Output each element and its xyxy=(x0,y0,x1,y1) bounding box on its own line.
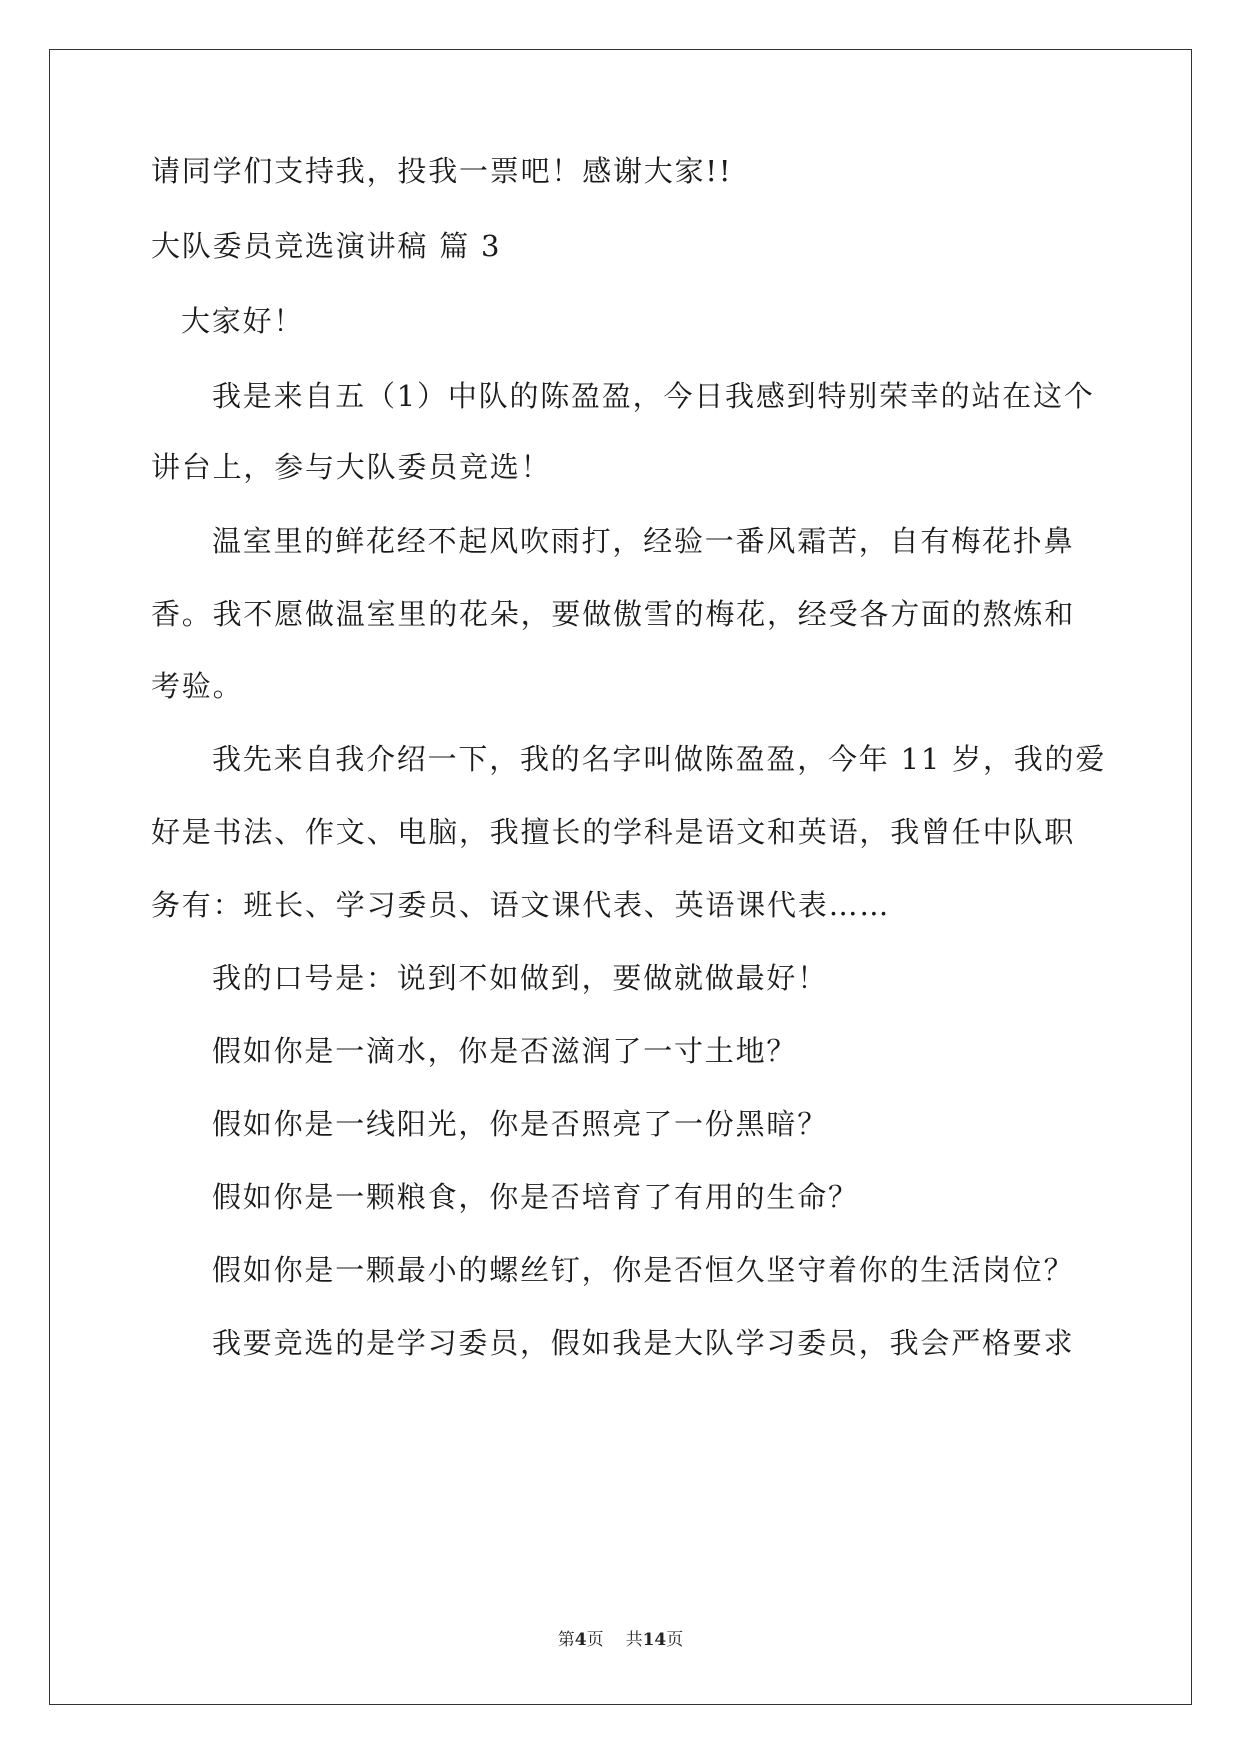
paragraph-line: 务有：班长、学习委员、语文课代表、英语课代表…… xyxy=(151,888,891,922)
total-prefix: 共 xyxy=(625,1630,643,1650)
paragraph-line: 香。我不愿做温室里的花朵，要做傲雪的梅花，经受各方面的熬炼和 xyxy=(151,597,1076,631)
page-border xyxy=(49,49,1192,1705)
paragraph-line: 假如你是一线阳光，你是否照亮了一份黑暗？ xyxy=(212,1107,829,1141)
page-suffix: 页 xyxy=(586,1630,604,1650)
total-suffix: 页 xyxy=(666,1630,684,1650)
paragraph-line: 假如你是一颗最小的螺丝钉，你是否恒久坚守着你的生活岗位？ xyxy=(212,1253,1075,1287)
paragraph-line: 考验。 xyxy=(151,669,244,703)
paragraph-line: 好是书法、作文、电脑，我擅长的学科是语文和英语，我曾任中队职 xyxy=(151,815,1076,849)
paragraph-line: 讲台上，参与大队委员竞选！ xyxy=(151,450,552,484)
paragraph-line: 我是来自五（1）中队的陈盈盈，今日我感到特别荣幸的站在这个 xyxy=(212,379,1095,413)
total-pages: 14 xyxy=(642,1630,667,1650)
paragraph-line: 假如你是一滴水，你是否滋润了一寸土地？ xyxy=(212,1034,798,1068)
paragraph-line: 我要竞选的是学习委员，假如我是大队学习委员，我会严格要求 xyxy=(212,1326,1075,1360)
page-footer xyxy=(0,1628,1241,1652)
page-number: 4 xyxy=(574,1630,587,1650)
paragraph-line: 请同学们支持我，投我一票吧！感谢大家!! xyxy=(151,154,733,188)
paragraph-line: 我先来自我介绍一下，我的名字叫做陈盈盈，今年 11 岁，我的爱 xyxy=(212,742,1107,776)
paragraph-line: 我的口号是：说到不如做到，要做就做最好！ xyxy=(212,961,829,995)
page-prefix: 第 xyxy=(557,1630,575,1650)
section-heading: 大队委员竞选演讲稿 篇 3 xyxy=(151,229,502,263)
paragraph-line: 假如你是一颗粮食，你是否培育了有用的生命？ xyxy=(212,1180,859,1214)
greeting-line: 大家好！ xyxy=(181,304,305,338)
paragraph-line: 温室里的鲜花经不起风吹雨打，经验一番风霜苦，自有梅花扑鼻 xyxy=(212,524,1075,558)
